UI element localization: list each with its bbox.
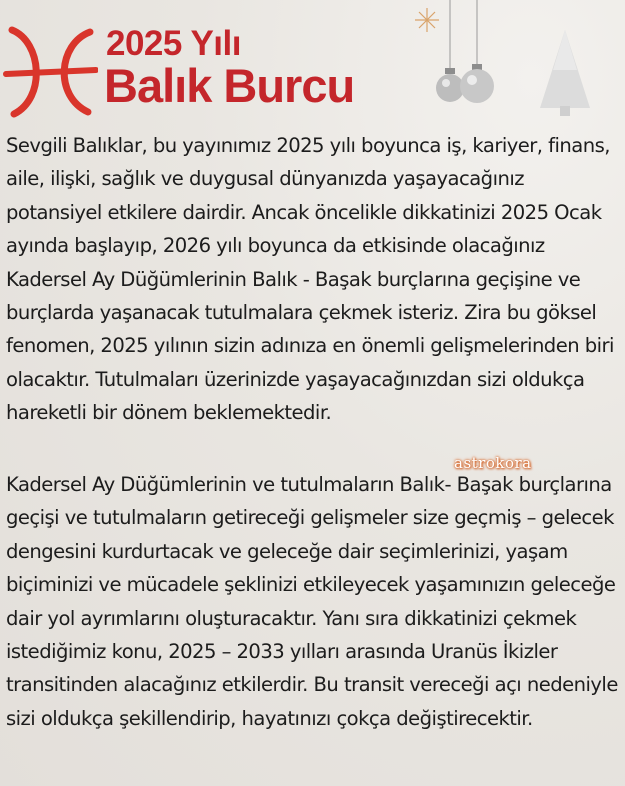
title-sign: Balık Burcu [104,59,355,112]
paragraph-intro: Sevgili Balıklar, bu yayınımız 2025 yılı boyunca iş, kariyer, finans, aile, ilişki, sağlık ve duygusal dünyanızda yaşayacağınız potansiyel etkilere dairdir. Ancak öncelikle dikkatinizi 2025 Ocak ayında başlayıp, 2026 yılı boyunca da etkisinde olacağınız Kadersel Ay Düğümlerinin Balık - Başak burçlarına geçişine ve burçlarda yaşanacak tutulmalara çekmek isteriz. Zira bu göksel fenomen, 2025 yılının sizin adınıza en önemli gelişmelerinden biri olacaktır. Tutulmaları üzerinizde yaşayacağınızdan sizi oldukça hareketli bir dönem beklemektedir. [6,134,614,425]
christmas-tree-icon [540,30,590,116]
christmas-decoration [405,0,625,120]
paragraph-details: Kadersel Ay Düğümlerinin ve tutulmaların Balık- Başak burçlarına geçişi ve tutulmaların getireceği gelişmeler size geçmiş – gelecek dengesini kurdurtacak ve geleceğe dair seçimlerinizi, yaşam biçiminizi ve mücadele şeklinizi etkileyecek yaşamınızın geleceğe dair yol ayrımlarını oluşturacaktır. Yanı sıra dikkatinizi çekmek istediğimiz konu, 2025 – 2033 yılları arasında Uranüs İkizler transitinden alacağınız etkilerdir. Bu transit vereceği açı nedeniyle sizi oldukça şekillendirip, hayatınızı çokça değiştirecektir. [6,473,618,730]
title-year: 2025 Yılı [106,24,241,63]
watermark: astrokora [454,454,532,472]
sparkle-icon [415,8,439,32]
header [0,0,625,120]
pisces-symbol-icon [2,22,98,118]
christmas-ornament-icon [436,0,494,103]
